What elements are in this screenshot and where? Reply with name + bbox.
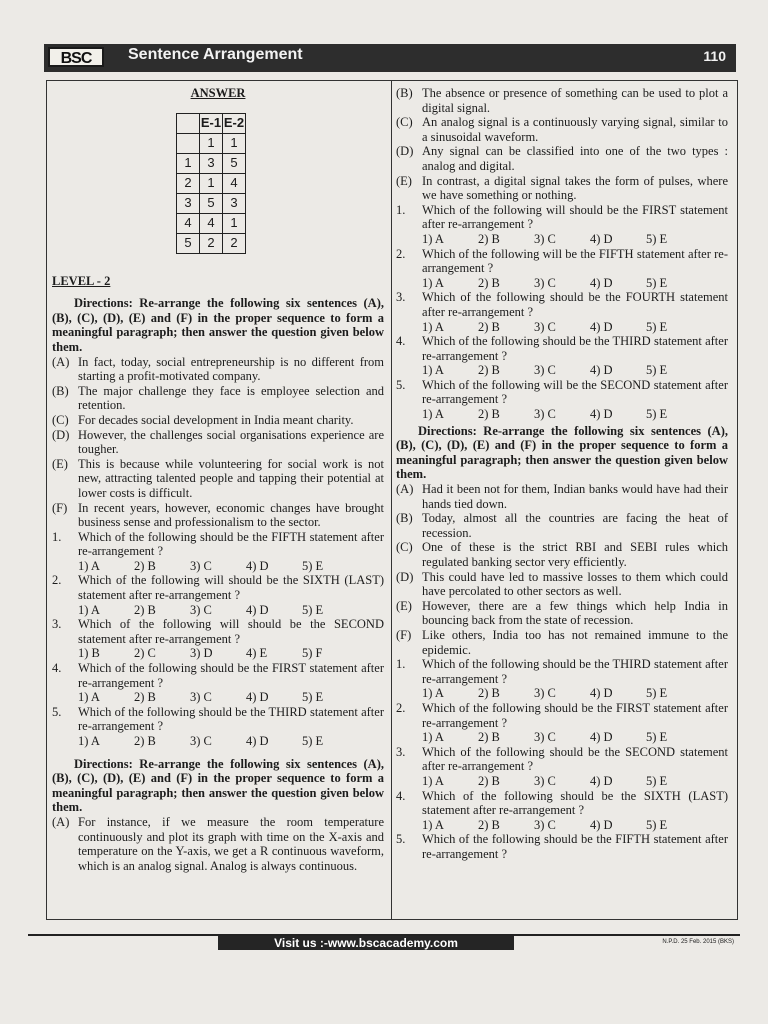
question-item <box>396 203 728 247</box>
sentence-letter: (A) <box>52 354 70 369</box>
option-label: 1) A <box>78 690 100 705</box>
answer-cell: 3 <box>223 193 246 213</box>
option-label: 3) C <box>534 407 556 422</box>
option-label: 3) C <box>190 558 212 573</box>
answer-cell: 1 <box>223 133 246 153</box>
question-row <box>52 617 384 646</box>
answer-table <box>176 113 246 254</box>
sentence-text: An analog signal is a continuously varying signal, similar to a sinusoidal waveform. <box>422 115 728 144</box>
sentence-item <box>396 540 728 569</box>
question-text: Which of the following should be the FIRST statement after re-arrangement ? <box>78 661 384 690</box>
option-label: 2) B <box>478 231 500 246</box>
answer-row <box>177 213 246 233</box>
question-row <box>396 203 728 232</box>
sentence-item <box>52 457 384 501</box>
sentence-letter: (F) <box>396 627 412 642</box>
question-number: 1. <box>52 529 62 544</box>
option-label: 1) A <box>422 275 444 290</box>
question-row <box>396 745 728 774</box>
set3-block <box>396 482 728 861</box>
sentence-item <box>396 511 728 540</box>
answer-cell: 4 <box>223 173 246 193</box>
options-row <box>52 559 384 574</box>
sentence-item <box>52 355 384 384</box>
answer-header-row <box>177 113 246 133</box>
option-label: 1) A <box>78 734 100 748</box>
bsc-logo: BSC <box>48 47 104 67</box>
option-label: 4) D <box>590 275 613 290</box>
sentence-item <box>52 413 384 428</box>
question-text: Which of the following should be the FIFTH statement after re-arrangement ? <box>78 529 384 559</box>
answer-cell: 1 <box>223 213 246 233</box>
question-row <box>52 661 384 690</box>
question-item <box>52 573 384 617</box>
question-item <box>396 334 728 378</box>
question-text: Which of the following will should be the SIXTH (LAST) statement after re-arrangement ? <box>78 573 384 603</box>
sentence-letter: (B) <box>52 383 69 398</box>
directions-text: Directions: Re-arrange the following six sentences (A), (B), (C), (D), (E) and (F) in the proper sequence to form a meaningful paragraph; then answer the question given below them. <box>52 296 384 354</box>
question-text: Which of the following should be the SIXTH (LAST) statement after re-arrangement ? <box>422 788 728 818</box>
directions-text: Directions: Re-arrange the following six sentences (A), (B), (C), (D), (E) and (F) in the proper sequence to form a meaningful paragraph; then answer the question given below them. <box>52 756 384 815</box>
left-column <box>52 86 384 873</box>
option-label: 2) B <box>478 319 500 334</box>
right-column <box>396 86 728 861</box>
option-label: 3) C <box>190 690 212 705</box>
answer-row <box>177 133 246 153</box>
question-text: Which of the following should be the SECOND statement after re-arrangement ? <box>422 744 728 774</box>
question-item <box>52 617 384 661</box>
option-label: 3) C <box>534 773 556 788</box>
option-label: 2) B <box>478 730 500 745</box>
option-label: 2) B <box>478 363 500 378</box>
question-row <box>52 705 384 734</box>
question-item <box>52 661 384 705</box>
question-row <box>396 701 728 730</box>
option-label: 5) E <box>646 363 668 378</box>
option-label: 2) B <box>478 275 500 290</box>
question-item <box>396 745 728 789</box>
sentence-item <box>52 501 384 530</box>
option-label: 2) B <box>134 734 156 748</box>
option-label: 2) B <box>478 773 500 788</box>
question-number: 2. <box>52 573 62 588</box>
question-number: 4. <box>396 788 406 803</box>
question-item <box>52 705 384 749</box>
set2-sentence-a <box>52 815 384 873</box>
question-item <box>396 247 728 291</box>
answer-col-e2: E-2 <box>223 113 246 133</box>
answer-cell: 1 <box>177 153 200 173</box>
option-label: 3) C <box>534 363 556 378</box>
question-text: Which of the following should be the FIRST statement after re-arrangement ? <box>422 700 728 730</box>
question-row <box>396 657 728 686</box>
option-label: 3) C <box>534 231 556 246</box>
answer-cell: 3 <box>200 153 223 173</box>
sentence-text: This could have led to massive losses to them which could have percolated to other sectors as well. <box>422 569 728 599</box>
option-label: 1) A <box>78 602 100 617</box>
question-number: 1. <box>396 202 406 217</box>
question-number: 5. <box>396 377 406 392</box>
sentence-letter: (D) <box>396 569 414 584</box>
option-label: 3) D <box>190 646 213 661</box>
sentence-item <box>396 115 728 144</box>
sentence-letter: (A) <box>52 814 70 829</box>
website-link[interactable]: Visit us :-www.bscacademy.com <box>218 936 514 950</box>
question-row <box>396 378 728 407</box>
option-label: 5) E <box>646 730 668 745</box>
answer-cell: 2 <box>200 233 223 253</box>
question-item <box>396 290 728 334</box>
footer-note: N.P.D. 25 Feb. 2015 (BKS) <box>662 939 734 945</box>
option-label: 4) D <box>590 686 613 701</box>
option-label: 4) D <box>246 602 269 617</box>
sentence-item <box>52 428 384 457</box>
sentence-item <box>396 144 728 173</box>
options-row <box>396 686 728 701</box>
answer-cell: 3 <box>177 193 200 213</box>
question-row <box>396 832 728 861</box>
option-label: 5) E <box>646 319 668 334</box>
question-number: 5. <box>396 832 406 847</box>
question-row <box>396 290 728 319</box>
option-label: 1) A <box>422 319 444 334</box>
question-text: Which of the following should be the THIRD statement after re-arrangement ? <box>78 704 384 734</box>
question-text: Which of the following should be the FOURTH statement after re-arrangement ? <box>422 290 728 319</box>
answer-cell: 4 <box>200 213 223 233</box>
option-label: 4) D <box>590 407 613 422</box>
option-label: 5) E <box>646 817 668 832</box>
answer-cell: 1 <box>200 133 223 153</box>
option-label: 2) C <box>134 646 156 661</box>
answer-cell <box>177 133 200 153</box>
option-label: 1) A <box>422 407 444 422</box>
option-label: 4) D <box>590 363 613 378</box>
sentence-letter: (B) <box>396 511 413 526</box>
question-item <box>396 657 728 701</box>
option-label: 3) C <box>534 275 556 290</box>
sentence-item <box>396 174 728 203</box>
answer-row <box>177 193 246 213</box>
question-row <box>396 334 728 363</box>
sentence-letter: (E) <box>52 456 68 471</box>
option-label: 5) E <box>646 686 668 701</box>
answer-cell: 5 <box>177 233 200 253</box>
sentence-letter: (E) <box>396 598 412 613</box>
question-item <box>396 789 728 833</box>
sentence-text: In fact, today, social entrepreneurship is no different from starting a profit-motivated company. <box>78 354 384 384</box>
directions-text: Directions: Re-arrange the following six sentences (A), (B), (C), (D), (E) and (F) in the proper sequence to form a meaningful paragraph; then answer the question given below them. <box>396 423 728 482</box>
question-number: 3. <box>396 744 406 759</box>
option-label: 5) E <box>646 407 668 422</box>
sentence-letter: (C) <box>52 412 69 427</box>
sentence-letter: (D) <box>396 144 414 159</box>
option-label: 5) E <box>302 558 324 573</box>
question-text: Which of the following should be the THIRD statement after re-arrangement ? <box>422 657 728 686</box>
options-row <box>396 363 728 378</box>
sentence-letter: (C) <box>396 115 413 130</box>
sentence-text: Had it been not for them, Indian banks would have had their hands tied down. <box>422 482 728 511</box>
question-text: Which of the following should be the FIFTH statement after re-arrangement ? <box>422 832 728 861</box>
option-label: 5) F <box>302 646 323 661</box>
question-item <box>396 378 728 422</box>
sentence-text: In recent years, however, economic changes have brought business sense and professionalism to the sector. <box>78 500 384 530</box>
answer-cell: 1 <box>200 173 223 193</box>
sentence-text: In contrast, a digital signal takes the form of pulses, where we have something or nothing. <box>422 173 728 203</box>
option-label: 3) C <box>534 686 556 701</box>
question-row <box>396 247 728 276</box>
question-item <box>52 530 384 574</box>
option-label: 4) D <box>246 558 269 573</box>
question-number: 4. <box>396 334 406 349</box>
page-number: 110 <box>703 48 726 64</box>
option-label: 4) D <box>590 319 613 334</box>
option-label: 5) E <box>646 275 668 290</box>
option-label: 3) C <box>534 730 556 745</box>
question-row <box>396 789 728 818</box>
question-text: Which of the following should be the THIRD statement after re-arrangement ? <box>422 334 728 363</box>
option-label: 4) D <box>590 817 613 832</box>
set2-block <box>396 86 728 422</box>
option-label: 3) C <box>534 817 556 832</box>
sentence-text: This is because while volunteering for social work is not new, attracting talented people and tapping their potential at lower costs is difficult. <box>78 456 384 500</box>
sentence-letter: (F) <box>52 500 68 515</box>
set1-block <box>52 355 384 749</box>
option-label: 2) B <box>478 407 500 422</box>
option-label: 4) D <box>590 231 613 246</box>
option-label: 1) A <box>422 363 444 378</box>
sentence-text: For decades social development in India meant charity. <box>78 412 354 427</box>
sentence-letter: (B) <box>396 86 413 100</box>
options-row <box>396 774 728 789</box>
option-label: 2) B <box>134 690 156 705</box>
option-label: 1) A <box>78 558 100 573</box>
sentence-item <box>52 815 384 873</box>
option-label: 5) E <box>302 690 324 705</box>
answer-title: ANSWER <box>190 86 246 100</box>
sentence-text: However, the challenges social organisations experience are tougher. <box>78 427 384 457</box>
sentence-text: However, there are a few things which help India in bouncing back from the state of recession. <box>422 598 728 628</box>
question-number: 2. <box>396 246 406 261</box>
question-number: 5. <box>52 704 62 719</box>
level-heading: LEVEL - 2 <box>52 273 111 288</box>
question-item <box>396 701 728 745</box>
option-label: 1) A <box>422 773 444 788</box>
question-text: Which of the following will be the SECOND statement after re-arrangement ? <box>422 377 728 407</box>
option-label: 3) C <box>534 319 556 334</box>
option-label: 1) A <box>422 730 444 745</box>
options-row <box>396 320 728 335</box>
sentence-text: Today, almost all the countries are facing the heat of recession. <box>422 511 728 540</box>
sentence-item <box>396 86 728 115</box>
sentence-text: The major challenge they face is employee selection and retention. <box>78 383 384 413</box>
option-label: 5) E <box>302 734 324 748</box>
option-label: 2) B <box>478 686 500 701</box>
question-text: Which of the following will be the FIFTH statement after re-arrangement ? <box>422 246 728 276</box>
options-row <box>396 730 728 745</box>
sentence-item <box>52 384 384 413</box>
answer-cell: 5 <box>200 193 223 213</box>
option-label: 3) C <box>190 602 212 617</box>
option-label: 5) E <box>646 231 668 246</box>
sentence-item <box>396 599 728 628</box>
question-number: 1. <box>396 657 406 672</box>
question-text: Which of the following will should be the FIRST statement after re-arrangement ? <box>422 202 728 232</box>
sentence-item <box>396 482 728 511</box>
column-divider <box>391 80 392 920</box>
answer-cell: 4 <box>177 213 200 233</box>
question-item <box>396 832 728 861</box>
sentence-item <box>396 570 728 599</box>
page-title: Sentence Arrangement <box>128 46 303 63</box>
answer-row <box>177 153 246 173</box>
option-label: 5) E <box>646 773 668 788</box>
question-number: 3. <box>52 617 62 632</box>
option-label: 1) A <box>422 231 444 246</box>
option-label: 1) B <box>78 646 100 661</box>
question-number: 2. <box>396 700 406 715</box>
option-label: 3) C <box>190 734 212 748</box>
sentence-letter: (D) <box>52 427 70 442</box>
question-number: 3. <box>396 290 406 305</box>
sentence-item <box>396 628 728 657</box>
options-row <box>52 734 384 749</box>
option-label: 5) E <box>302 602 324 617</box>
option-label: 2) B <box>134 558 156 573</box>
options-row <box>52 603 384 618</box>
options-row <box>52 690 384 705</box>
answer-cell: 5 <box>223 153 246 173</box>
sentence-text: Any signal can be classified into one of the two types : analog and digital. <box>422 144 728 173</box>
sentence-letter: (E) <box>396 173 412 188</box>
page-header <box>44 44 736 72</box>
sentence-text: One of these is the strict RBI and SEBI rules which regulated banking sector very efficiently. <box>422 540 728 569</box>
question-row <box>52 530 384 559</box>
question-number: 4. <box>52 661 62 676</box>
option-label: 4) D <box>590 730 613 745</box>
option-label: 2) B <box>478 817 500 832</box>
option-label: 1) A <box>422 817 444 832</box>
options-row <box>396 407 728 422</box>
answer-row <box>177 233 246 253</box>
options-row <box>396 818 728 833</box>
option-label: 4) E <box>246 646 268 661</box>
option-label: 4) D <box>246 734 269 748</box>
option-label: 4) D <box>246 690 269 705</box>
sentence-letter: (C) <box>396 540 413 555</box>
options-row <box>396 276 728 291</box>
answer-row <box>177 173 246 193</box>
answer-cell: 2 <box>177 173 200 193</box>
answer-cell: 2 <box>223 233 246 253</box>
option-label: 2) B <box>134 602 156 617</box>
sentence-letter: (A) <box>396 482 414 497</box>
answer-corner-cell <box>177 113 200 133</box>
options-row <box>52 646 384 661</box>
options-row <box>396 232 728 247</box>
question-row <box>52 573 384 602</box>
question-text: Which of the following will should be the SECOND statement after re-arrangement ? <box>78 617 384 646</box>
sentence-text: For instance, if we measure the room temperature continuously and plot its graph with time on the X-axis and temperature on the Y-axis, we get a R continuous waveform, which is an analog signal. Analog is always continuous. <box>78 814 384 873</box>
sentence-text: Like others, India too has not remained immune to the epidemic. <box>422 627 728 657</box>
option-label: 4) D <box>590 773 613 788</box>
answer-col-e1: E-1 <box>200 113 223 133</box>
option-label: 1) A <box>422 686 444 701</box>
sentence-text: The absence or presence of something can be used to plot a digital signal. <box>422 86 728 115</box>
